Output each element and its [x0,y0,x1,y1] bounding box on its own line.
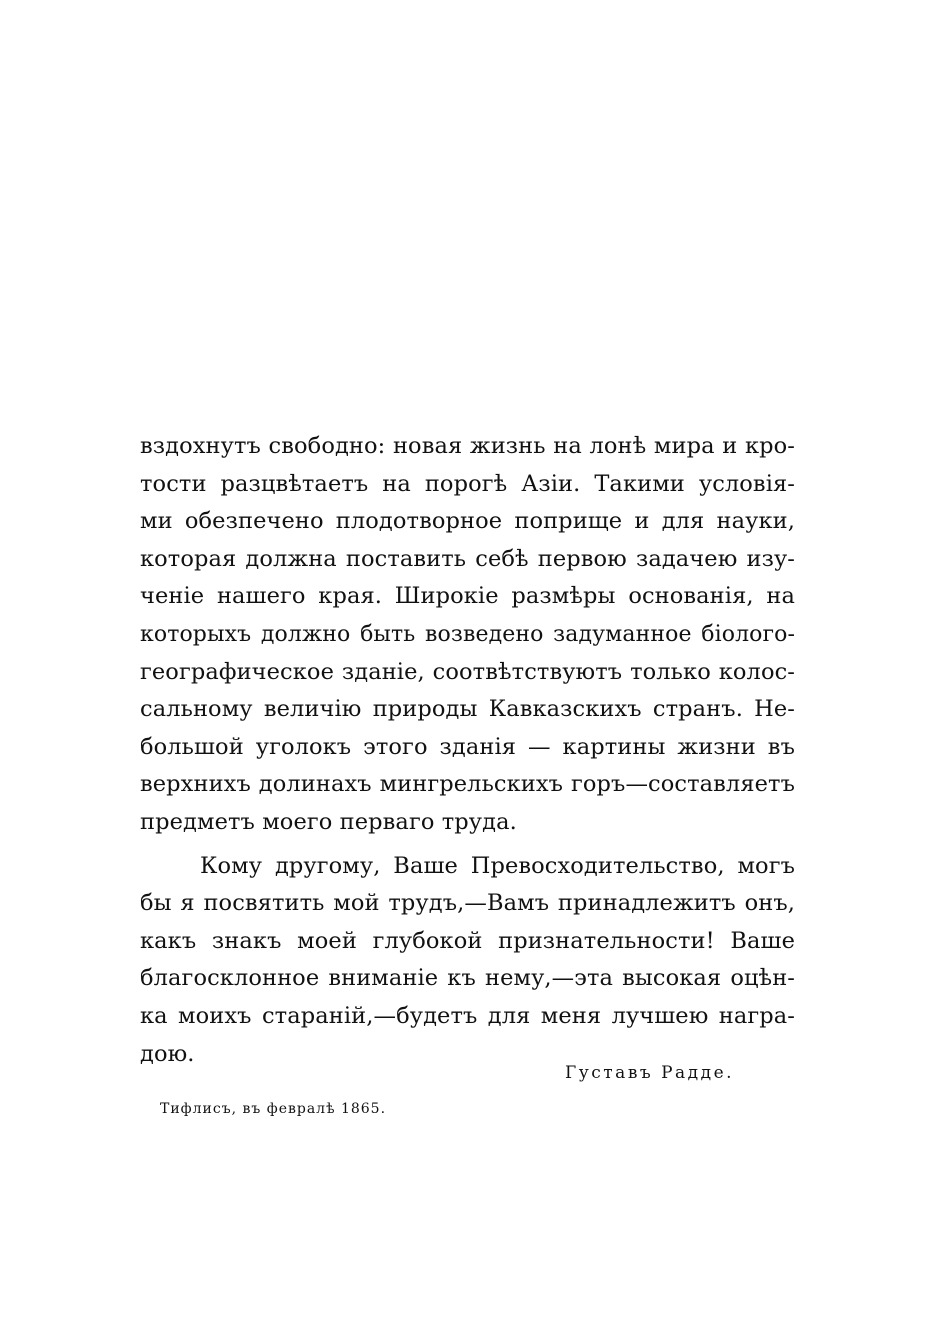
text-line: какъ знакъ моей глубокой признательности! Ваше [140,927,795,954]
text-line: ка моихъ стараній,—будетъ для меня лучшею награ- [140,1002,795,1029]
text-line: Кому другому, Ваше Превосходительство, могъ [200,852,795,879]
text-line: тости разцвѣтаетъ на порогѣ Азіи. Такими условія- [140,470,795,497]
text-line: верхнихъ долинахъ мингрельскихъ горъ—составляетъ [140,771,795,798]
paragraph-1 [140,428,795,842]
text-line: ченіе нашего края. Широкіе размѣры основанія, на [140,583,795,610]
paragraph-2 [140,848,795,1074]
text-line: большой уголокъ этого зданія — картины жизни въ [140,733,795,760]
text-line: ми обезпечено плодотворное поприще и для науки, [140,508,795,535]
text-line: которая должна поставить себѣ первою задачею изу- [140,545,795,572]
text-line: сальному величію природы Кавказскихъ странъ. Не- [140,696,795,723]
dedication-text [140,428,795,1073]
text-line: бы я посвятить мой трудъ,—Вамъ принадлежитъ онъ, [140,890,795,917]
text-line: дою. [140,1040,195,1067]
text-line: которыхъ должно быть возведено задуманное біолого- [140,621,795,647]
text-line: предметъ моего перваго труда. [140,808,517,835]
text-line: вздохнутъ свободно: новая жизнь на лонѣ мира и кро- [140,433,795,459]
place-and-date: Тифлисъ, въ февралѣ 1865. [160,1101,387,1117]
text-line: географическое зданіе, соотвѣтствуютъ только колос- [140,658,795,685]
author-signature: Густавъ Радде. [565,1063,735,1083]
text-line: благосклонное вниманіе къ нему,—эта высокая оцѣн- [140,965,795,992]
